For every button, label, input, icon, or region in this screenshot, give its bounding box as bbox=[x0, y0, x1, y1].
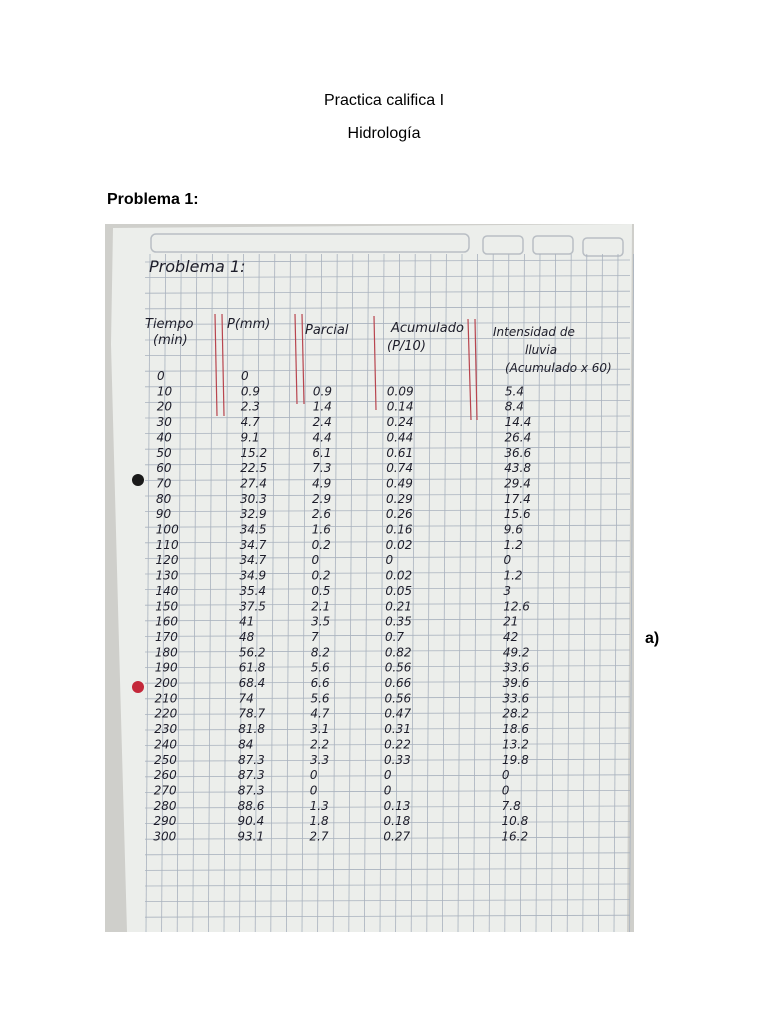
cell-parcial: 2.9 bbox=[312, 491, 332, 506]
cell-p-mm: 34.7 bbox=[239, 553, 267, 568]
cell-acumulado: 0.56 bbox=[384, 660, 412, 675]
cell-tiempo: 160 bbox=[155, 614, 178, 629]
cell-intensidad: 7.8 bbox=[501, 798, 521, 813]
cell-acumulado: 0.61 bbox=[386, 445, 414, 460]
part-label: a) bbox=[645, 630, 660, 647]
cell-p-mm: 88.6 bbox=[237, 798, 265, 813]
cell-acumulado: 0.74 bbox=[386, 461, 413, 476]
cell-p-mm: 87.3 bbox=[237, 783, 265, 798]
cell-intensidad: 12.6 bbox=[503, 599, 530, 614]
document-title: Practica califica I bbox=[323, 92, 445, 109]
column-header-intensidad: Intensidad de bbox=[493, 325, 575, 339]
cell-tiempo: 10 bbox=[156, 384, 173, 399]
cell-p-mm: 22.5 bbox=[240, 461, 267, 476]
cell-p-mm: 15.2 bbox=[240, 445, 268, 460]
cell-acumulado: 0.47 bbox=[384, 706, 412, 721]
cell-intensidad: 0 bbox=[501, 768, 510, 783]
cell-intensidad: 0 bbox=[501, 783, 510, 798]
column-header-acumulado: Acumulado bbox=[391, 321, 464, 336]
cell-tiempo: 0 bbox=[157, 369, 165, 383]
cell-tiempo: 260 bbox=[153, 768, 177, 783]
cell-p-mm: 78.7 bbox=[238, 706, 266, 721]
cell-parcial: 6.1 bbox=[312, 445, 332, 460]
cell-intensidad: 1.2 bbox=[503, 568, 523, 583]
cell-p-mm: 0 bbox=[241, 369, 249, 383]
cell-p-mm: 27.4 bbox=[240, 476, 267, 491]
cell-acumulado: 0.66 bbox=[384, 676, 412, 690]
cell-intensidad: 16.2 bbox=[501, 829, 529, 844]
cell-parcial: 2.1 bbox=[311, 599, 331, 614]
cell-acumulado: 0.05 bbox=[385, 583, 413, 598]
cell-acumulado: 0.14 bbox=[386, 399, 414, 414]
cell-p-mm: 87.3 bbox=[237, 768, 265, 783]
cell-intensidad: 3 bbox=[503, 583, 511, 598]
cell-parcial: 1.3 bbox=[309, 798, 329, 813]
cell-tiempo: 90 bbox=[155, 507, 172, 522]
cell-tiempo: 200 bbox=[154, 676, 178, 690]
cell-intensidad: 36.6 bbox=[504, 445, 532, 460]
cell-acumulado: 0.56 bbox=[384, 691, 412, 706]
cell-tiempo: 190 bbox=[154, 660, 178, 675]
cell-acumulado: 0 bbox=[385, 553, 394, 568]
cell-parcial: 0 bbox=[309, 768, 318, 783]
column-header-intensidad: lluvia bbox=[525, 343, 558, 357]
cell-tiempo: 170 bbox=[154, 629, 178, 644]
cell-parcial: 0.9 bbox=[312, 384, 332, 399]
cell-intensidad: 43.8 bbox=[504, 461, 531, 476]
cell-parcial: 1.8 bbox=[309, 814, 329, 829]
column-header-tiempo: (min) bbox=[153, 333, 188, 348]
cell-p-mm: 84 bbox=[238, 737, 254, 752]
cell-parcial: 2.6 bbox=[311, 507, 332, 522]
handwritten-heading: Problema 1: bbox=[149, 257, 246, 276]
column-header-tiempo: Tiempo bbox=[145, 317, 194, 332]
cell-acumulado: 0.27 bbox=[383, 829, 411, 844]
cell-acumulado: 0.22 bbox=[384, 737, 411, 752]
cell-p-mm: 4.7 bbox=[240, 415, 260, 430]
cell-parcial: 4.9 bbox=[312, 476, 332, 491]
cell-acumulado: 0.13 bbox=[383, 798, 411, 813]
cell-intensidad: 15.6 bbox=[503, 507, 531, 522]
cell-p-mm: 2.3 bbox=[240, 399, 260, 414]
cell-acumulado: 0.18 bbox=[383, 814, 411, 829]
cell-acumulado: 0.02 bbox=[385, 568, 413, 583]
cell-intensidad: 42 bbox=[502, 629, 519, 644]
cell-intensidad: 17.4 bbox=[504, 491, 531, 506]
cell-tiempo: 110 bbox=[155, 537, 179, 552]
cell-tiempo: 20 bbox=[156, 399, 173, 414]
cell-p-mm: 34.5 bbox=[239, 522, 267, 537]
cell-tiempo: 300 bbox=[153, 829, 177, 844]
cell-acumulado: 0.44 bbox=[386, 430, 414, 445]
cell-tiempo: 130 bbox=[155, 568, 179, 583]
cell-intensidad: 5.4 bbox=[504, 384, 524, 399]
cell-acumulado: 0.49 bbox=[386, 476, 413, 491]
cell-acumulado: 0.24 bbox=[386, 415, 414, 430]
cell-parcial: 3.1 bbox=[310, 722, 330, 737]
cell-parcial: 2.4 bbox=[312, 415, 332, 430]
cell-tiempo: 50 bbox=[156, 445, 172, 460]
binder-hole bbox=[132, 681, 144, 693]
cell-acumulado: 0.16 bbox=[385, 522, 413, 537]
cell-parcial: 7.3 bbox=[312, 461, 332, 476]
cell-intensidad: 33.6 bbox=[502, 691, 530, 706]
cell-acumulado: 0 bbox=[383, 768, 392, 783]
cell-parcial: 8.2 bbox=[310, 645, 330, 660]
cell-tiempo: 210 bbox=[154, 691, 178, 706]
cell-p-mm: 0.9 bbox=[240, 384, 260, 399]
cell-parcial: 0 bbox=[309, 783, 318, 798]
cell-tiempo: 150 bbox=[155, 599, 179, 614]
cell-parcial: 4.4 bbox=[312, 430, 332, 445]
cell-intensidad: 21 bbox=[503, 614, 519, 629]
cell-tiempo: 80 bbox=[156, 491, 172, 506]
cell-acumulado: 0.31 bbox=[384, 722, 411, 737]
binder-hole bbox=[132, 474, 144, 486]
cell-intensidad: 8.4 bbox=[504, 399, 524, 414]
cell-tiempo: 220 bbox=[154, 706, 178, 721]
cell-p-mm: 35.4 bbox=[239, 583, 267, 598]
cell-acumulado: 0.21 bbox=[385, 599, 412, 614]
cell-parcial: 3.3 bbox=[310, 752, 330, 767]
cell-parcial: 7 bbox=[310, 629, 319, 644]
cell-parcial: 5.6 bbox=[310, 691, 330, 706]
cell-acumulado: 0.82 bbox=[384, 645, 412, 660]
cell-acumulado: 0.26 bbox=[385, 507, 413, 522]
column-header-acumulado: (P/10) bbox=[387, 339, 426, 354]
cell-p-mm: 34.7 bbox=[239, 537, 267, 552]
cell-acumulado: 0 bbox=[383, 783, 392, 798]
cell-p-mm: 32.9 bbox=[239, 507, 267, 522]
cell-tiempo: 30 bbox=[156, 415, 172, 430]
column-header-p-mm: P(mm) bbox=[227, 317, 271, 332]
cell-parcial: 5.6 bbox=[310, 660, 330, 675]
cell-intensidad: 9.6 bbox=[503, 522, 523, 537]
cell-tiempo: 280 bbox=[153, 798, 177, 813]
cell-acumulado: 0.29 bbox=[386, 491, 413, 506]
cell-acumulado: 0.7 bbox=[384, 629, 405, 644]
cell-parcial: 0 bbox=[311, 553, 320, 568]
cell-acumulado: 0.35 bbox=[385, 614, 412, 629]
cell-intensidad: 14.4 bbox=[504, 415, 532, 430]
cell-intensidad: 19.8 bbox=[502, 752, 529, 767]
cell-acumulado: 0.02 bbox=[385, 537, 413, 552]
cell-intensidad: 1.2 bbox=[503, 537, 523, 552]
cell-p-mm: 87.3 bbox=[238, 752, 265, 767]
cell-tiempo: 240 bbox=[154, 737, 178, 752]
cell-p-mm: 56.2 bbox=[238, 645, 266, 660]
cell-tiempo: 40 bbox=[156, 430, 172, 445]
cell-intensidad: 29.4 bbox=[504, 476, 531, 491]
cell-tiempo: 180 bbox=[154, 645, 178, 660]
cell-intensidad: 33.6 bbox=[502, 660, 530, 675]
cell-tiempo: 250 bbox=[154, 752, 177, 767]
cell-parcial: 3.5 bbox=[311, 614, 331, 629]
cell-intensidad: 49.2 bbox=[502, 645, 530, 660]
cell-parcial: 4.7 bbox=[310, 706, 330, 721]
cell-p-mm: 48 bbox=[238, 629, 255, 644]
cell-intensidad: 26.4 bbox=[504, 430, 532, 445]
column-header-parcial: Parcial bbox=[305, 323, 349, 338]
cell-parcial: 0.2 bbox=[311, 568, 331, 583]
cell-parcial: 0.2 bbox=[311, 537, 331, 552]
cell-p-mm: 68.4 bbox=[238, 676, 266, 690]
problem-heading: Problema 1: bbox=[107, 191, 199, 208]
cell-intensidad: 0 bbox=[503, 553, 512, 568]
cell-intensidad: 28.2 bbox=[502, 706, 530, 721]
cell-tiempo: 270 bbox=[153, 783, 177, 798]
cell-parcial: 2.7 bbox=[309, 829, 329, 844]
cell-intensidad: 13.2 bbox=[502, 737, 529, 752]
cell-p-mm: 93.1 bbox=[237, 829, 265, 844]
cell-p-mm: 61.8 bbox=[238, 660, 266, 675]
cell-p-mm: 34.9 bbox=[239, 568, 267, 583]
cell-tiempo: 230 bbox=[154, 722, 178, 737]
document-subtitle: Hidrología bbox=[347, 125, 421, 142]
cell-intensidad: 10.8 bbox=[501, 814, 529, 829]
cell-p-mm: 41 bbox=[239, 614, 255, 629]
column-header-intensidad: (Acumulado x 60) bbox=[505, 361, 612, 375]
cell-p-mm: 90.4 bbox=[237, 814, 265, 829]
cell-parcial: 6.6 bbox=[310, 676, 330, 690]
cell-parcial: 1.4 bbox=[312, 399, 332, 414]
cell-tiempo: 60 bbox=[156, 461, 172, 476]
cell-parcial: 0.5 bbox=[311, 583, 331, 598]
cell-tiempo: 120 bbox=[155, 553, 179, 568]
cell-p-mm: 30.3 bbox=[240, 491, 267, 506]
cell-parcial: 2.2 bbox=[310, 737, 330, 752]
cell-p-mm: 74 bbox=[238, 691, 254, 706]
cell-intensidad: 39.6 bbox=[502, 676, 530, 690]
cell-acumulado: 0.33 bbox=[384, 752, 411, 767]
cell-p-mm: 9.1 bbox=[240, 430, 260, 445]
cell-tiempo: 140 bbox=[155, 583, 179, 598]
cell-tiempo: 290 bbox=[153, 814, 177, 829]
cell-parcial: 1.6 bbox=[311, 522, 331, 537]
cell-acumulado: 0.09 bbox=[386, 384, 414, 399]
cell-intensidad: 18.6 bbox=[502, 722, 529, 737]
cell-p-mm: 37.5 bbox=[239, 599, 266, 614]
cell-tiempo: 100 bbox=[155, 522, 179, 537]
notebook-photo bbox=[105, 224, 634, 932]
cell-p-mm: 81.8 bbox=[238, 722, 265, 737]
cell-tiempo: 70 bbox=[156, 476, 172, 491]
